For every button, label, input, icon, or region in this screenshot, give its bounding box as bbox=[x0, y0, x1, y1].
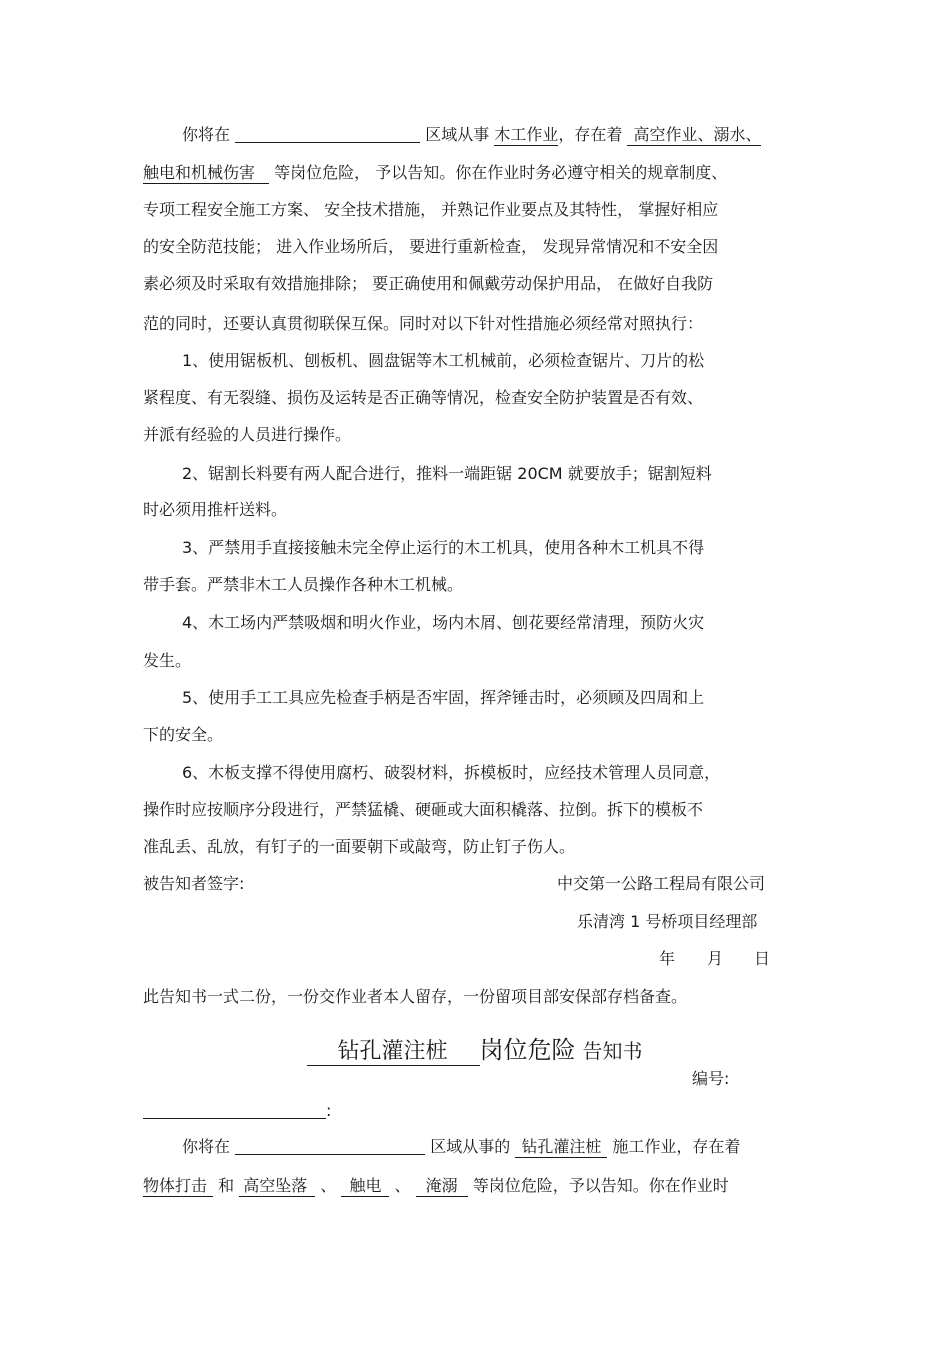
company-name: 中交第一公路工程局有限公司 bbox=[557, 874, 766, 893]
date-month: 月 bbox=[707, 949, 724, 968]
item-1-line-1: 1、使用锯板机、刨板机、圆盘锯等木工机械前，必须检查锯片、刀片的松 bbox=[182, 351, 705, 370]
item-2-line-2: 时必须用推杆送料。 bbox=[143, 500, 288, 519]
item-3-line-2: 带手套。严禁非木工人员操作各种木工机械。 bbox=[143, 575, 464, 594]
item-1-line-2: 紧程度、有无裂缝、损伤及运转是否正确等情况，检查安全防护装置是否有效、 bbox=[143, 388, 704, 407]
hazard-1: 物体打击 bbox=[143, 1176, 213, 1197]
item-5-line-1: 5、使用手工工具应先检查手柄是否牢固，挥斧锤击时，必须顾及四周和上 bbox=[182, 688, 705, 707]
intro-line-2: 触电和机械伤害 等岗位危险， 予以告知。你在作业时务必遵守相关的规章制度、 bbox=[143, 163, 728, 182]
intro-line-1: 你将在 区域从事 木工作业，存在着 高空作业、溺水、 bbox=[182, 125, 762, 144]
item-4-line-2: 发生。 bbox=[143, 651, 192, 670]
item-5-line-2: 下的安全。 bbox=[143, 725, 224, 744]
intro-line-3: 专项工程安全施工方案、 安全技术措施， 并熟记作业要点及其特性， 掌握好相应 bbox=[143, 200, 719, 219]
intro-line-6: 范的同时，还要认真贯彻联保互保。同时对以下针对性措施必须经常对照执行： bbox=[143, 314, 704, 333]
date-day: 日 bbox=[754, 949, 771, 968]
copy-note: 此告知书一式二份，一份交作业者本人留存，一份留项目部安保部存档备查。 bbox=[143, 987, 688, 1006]
number-label: 编号: bbox=[692, 1069, 730, 1088]
area-blank[interactable] bbox=[235, 126, 420, 143]
item-2-line-1: 2、锯割长料要有两人配合进行，推料一端距锯 20CM 就要放手；锯割短料 bbox=[182, 464, 712, 483]
date-year: 年 bbox=[659, 949, 676, 968]
item-4-line-1: 4、木工场内严禁吸烟和明火作业，场内木屑、刨花要经常清理，预防火灾 bbox=[182, 613, 705, 632]
notice-2-intro-line-1: 你将在 区域从事的 钻孔灌注桩 施工作业，存在着 bbox=[182, 1137, 741, 1156]
area-blank-2[interactable] bbox=[235, 1138, 425, 1155]
hazard-3: 触电 bbox=[341, 1176, 389, 1197]
signer-label: 被告知者签字: bbox=[143, 874, 245, 893]
item-6-line-1: 6、木板支撑不得使用腐朽、破裂材料，拆模板时，应经技术管理人员同意， bbox=[182, 763, 721, 782]
hazard-2: 高空坠落 bbox=[239, 1176, 315, 1197]
intro-line-4: 的安全防范技能； 进入作业场所后， 要进行重新检查， 发现异常情况和不安全因 bbox=[143, 237, 719, 256]
title-suffix: 告知书 bbox=[582, 1039, 643, 1063]
hazards-b: 触电和机械伤害 bbox=[143, 163, 269, 184]
work-type-2: 钻孔灌注桩 bbox=[515, 1137, 607, 1158]
title-main: 岗位危险 bbox=[479, 1036, 576, 1064]
intro-line-5: 素必须及时采取有效措施排除； 要正确使用和佩戴劳动保护用品， 在做好自我防 bbox=[143, 274, 714, 293]
hazards-a: 高空作业、溺水、 bbox=[627, 125, 761, 146]
work-type: 木工作业 bbox=[494, 125, 559, 144]
department-name: 乐清湾 1 号桥项目经理部 bbox=[577, 912, 758, 931]
item-3-line-1: 3、严禁用手直接接触未完全停止运行的木工机具，使用各种木工机具不得 bbox=[182, 538, 705, 557]
item-6-line-2: 操作时应按顺序分段进行，严禁猛橇、硬砸或大面积橇落、拉倒。拆下的模板不 bbox=[143, 800, 704, 819]
notice-2-title bbox=[0, 1030, 950, 1066]
hazard-4: 淹溺 bbox=[416, 1176, 468, 1197]
recipient-line: : bbox=[143, 1100, 331, 1122]
recipient-blank[interactable] bbox=[143, 1102, 326, 1119]
item-1-line-3: 并派有经验的人员进行操作。 bbox=[143, 425, 352, 444]
notice-2-intro-line-2: 物体打击 和 高空坠落 、 触电 、 淹溺 等岗位危险，予以告知。你在作业时 bbox=[143, 1176, 729, 1195]
item-6-line-3: 准乱丢、乱放，有钉子的一面要朝下或敲弯，防止钉子伤人。 bbox=[143, 837, 576, 856]
title-job: 钻孔灌注桩 bbox=[307, 1034, 479, 1066]
